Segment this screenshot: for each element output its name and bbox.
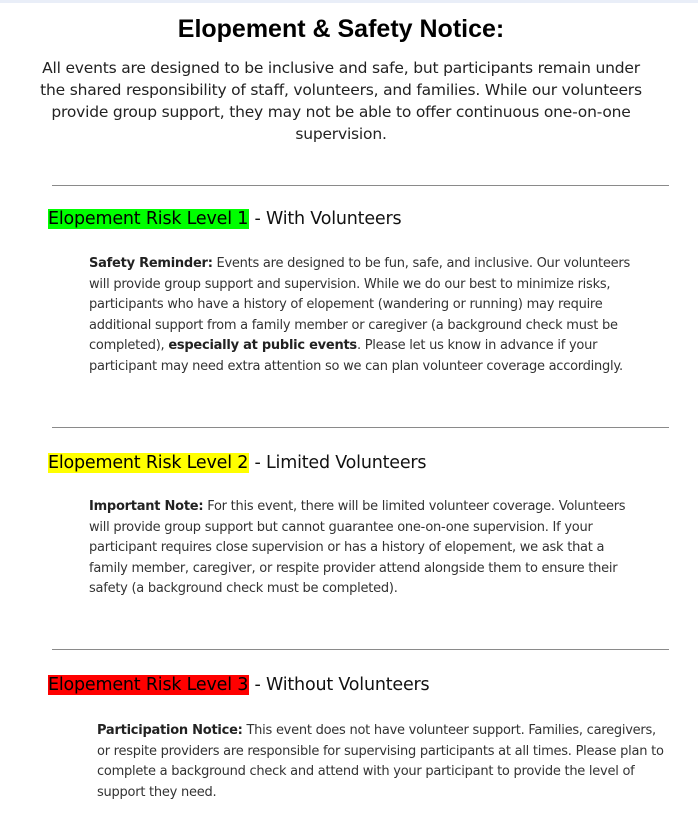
risk-level-2-label: Elopement Risk Level 2 — [48, 453, 249, 473]
risk-level-2-note — [89, 497, 644, 600]
divider — [52, 649, 669, 650]
risk-level-1-note — [89, 254, 649, 378]
risk-level-2-heading — [48, 453, 426, 473]
note-text: For this event, there will be limited volunteer coverage. Volunteers will provide group support but cannot guarantee one-on-one supervision. If your participant requires close supervision or has a history of elopement, we ask that a family member, caregiver, or respite provider attend alongside them to ensure their safety (a background check must be completed). — [89, 499, 626, 597]
risk-level-3-suffix: - Without Volunteers — [249, 675, 430, 695]
risk-level-1-suffix: - With Volunteers — [249, 209, 402, 229]
risk-level-1-heading — [48, 209, 401, 229]
note-text: Events are designed to be fun, safe, and inclusive. Our volunteers will provide group support and supervision. While we do our best to minimize risks, participants who have a history of elopement (wandering or running) may require additional support from a family member or caregiver (a background check must be completed), — [89, 256, 630, 354]
risk-level-3-heading — [48, 675, 429, 695]
note-label: Safety Reminder: — [89, 256, 213, 271]
note-text: This event does not have volunteer support. Families, caregivers, or respite providers are responsible for supervising participants at all times. Please plan to complete a background check and attend with your participant to provide the level of support they need. — [97, 723, 664, 800]
page-title: Elopement & Safety Notice: — [177, 15, 505, 43]
intro-paragraph: All events are designed to be inclusive and safe, but participants remain under the shared responsibility of staff, volunteers, and families. While our volunteers provide group support, they may not be able to offer continuous one-on-one supervision. — [40, 59, 642, 143]
risk-level-2-suffix: - Limited Volunteers — [249, 453, 427, 473]
note-label: Important Note: — [89, 499, 204, 514]
risk-level-3-label: Elopement Risk Level 3 — [48, 675, 249, 695]
note-emphasis: especially at public events — [168, 338, 357, 354]
risk-level-1-label: Elopement Risk Level 1 — [48, 209, 249, 229]
divider — [52, 427, 669, 428]
risk-level-3-note — [97, 721, 669, 803]
note-text: . Please let us know in advance if your participant may need extra attention so we can plan volunteer coverage accordingly. — [89, 338, 623, 374]
divider — [52, 185, 669, 186]
top-border — [0, 0, 698, 3]
note-label: Participation Notice: — [97, 723, 243, 738]
